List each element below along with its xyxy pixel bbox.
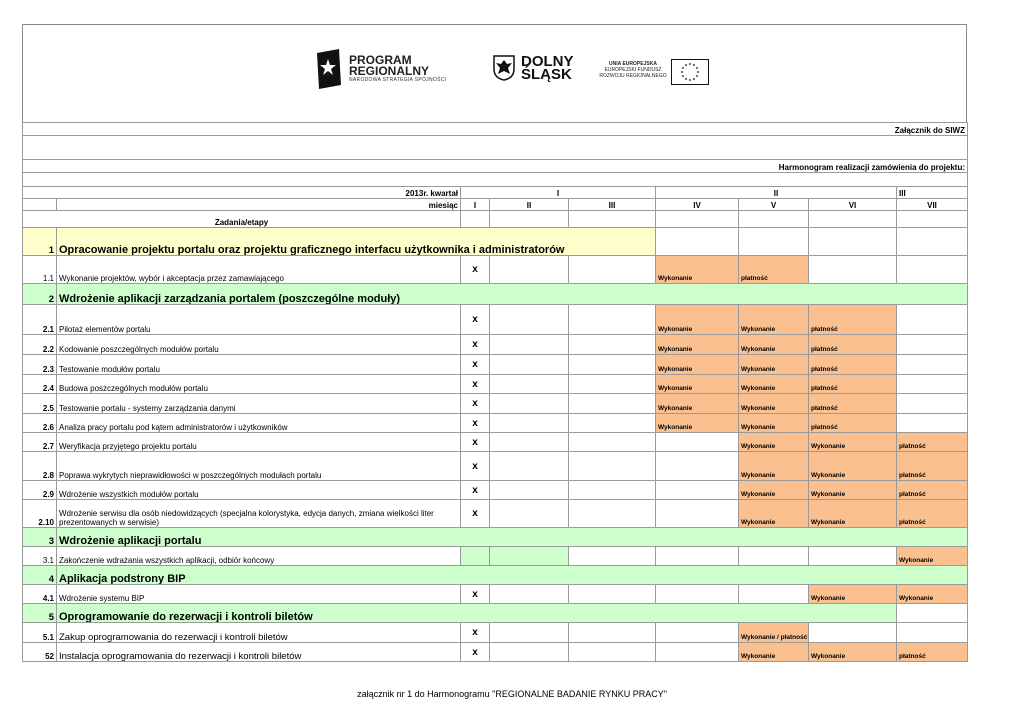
schedule-status-cell: Wykonanie [809, 433, 897, 452]
task-label: Wykonanie projektów, wybór i akceptacja przez zamawiającego [57, 256, 461, 284]
section-number: 4 [23, 566, 57, 585]
empty-cell [897, 335, 968, 355]
eu-line3: ROZWOJU REGIONALNEGO [599, 73, 667, 79]
empty-cell [897, 355, 968, 375]
schedule-status-cell: płatność [809, 335, 897, 355]
empty-cell [897, 414, 968, 433]
empty-cell [897, 375, 968, 394]
task-marker: x [461, 355, 490, 375]
task-label: Kodowanie poszczególnych modułów portalu [57, 335, 461, 355]
empty-cell [739, 228, 809, 256]
task-row [23, 643, 968, 662]
task-number: 2.8 [23, 452, 57, 481]
empty-cell [656, 481, 739, 500]
empty-cell [490, 585, 569, 604]
month-header: VI [809, 199, 897, 211]
empty-cell [656, 211, 739, 228]
month-header: III [569, 199, 656, 211]
footer-note: załącznik nr 1 do Harmonogramu "REGIONALNE BADANIE RYNKU PRACY" [357, 689, 667, 699]
empty-cell [897, 256, 968, 284]
empty-cell [569, 623, 656, 643]
schedule-status-cell: płatność [809, 414, 897, 433]
program-line1: PROGRAM [349, 53, 412, 67]
quarter-I: I [461, 187, 656, 199]
section-row [23, 528, 968, 547]
empty-cell [490, 481, 569, 500]
annex-label: Załącznik do SIWZ [23, 123, 968, 136]
empty-cell [569, 585, 656, 604]
empty-cell [490, 643, 569, 662]
quarter-III: III [897, 187, 968, 199]
empty-cell [569, 643, 656, 662]
task-row [23, 414, 968, 433]
empty-cell [490, 305, 569, 335]
empty-cell [897, 604, 968, 623]
task-number: 1.1 [23, 256, 57, 284]
task-label: Testowanie portalu - systemy zarządzania danymi [57, 394, 461, 414]
empty-cell [897, 228, 968, 256]
empty-cell [490, 211, 569, 228]
empty-cell [897, 623, 968, 643]
month-header: II [490, 199, 569, 211]
month-blank [23, 199, 57, 211]
task-label: Analiza pracy portalu pod kątem administratorów i użytkowników [57, 414, 461, 433]
schedule-status-cell: płatność [809, 355, 897, 375]
month-row [23, 199, 968, 211]
month-header: IV [656, 199, 739, 211]
annex-row [23, 123, 968, 136]
task-marker: x [461, 375, 490, 394]
dolny-line1: DOLNY [521, 53, 574, 70]
schedule-status-cell: Wykonanie [739, 355, 809, 375]
task-marker: x [461, 481, 490, 500]
schedule-status-cell: Wykonanie [656, 414, 739, 433]
task-number: 2.1 [23, 305, 57, 335]
task-row [23, 256, 968, 284]
empty-cell [897, 211, 968, 228]
schedule-status-cell: Wykonanie [739, 335, 809, 355]
empty-cell [656, 452, 739, 481]
section-number: 2 [23, 284, 57, 305]
task-label: Weryfikacja przyjętego projektu portalu [57, 433, 461, 452]
empty-cell [656, 228, 739, 256]
empty-cell [739, 585, 809, 604]
quarter-row [23, 187, 968, 199]
empty-cell [569, 335, 656, 355]
schedule-status-cell: płatność [897, 481, 968, 500]
quarter-II: II [656, 187, 897, 199]
empty-cell [569, 211, 656, 228]
empty-cell [569, 547, 656, 566]
schedule-status-cell: płatność [897, 643, 968, 662]
schedule-status-cell: płatność [897, 433, 968, 452]
schedule-status-cell: Wykonanie [809, 585, 897, 604]
schedule-status-cell: Wykonanie [656, 394, 739, 414]
task-row [23, 335, 968, 355]
task-label: Zakup oprogramowania do rezerwacji i kontroli biletów [57, 623, 461, 643]
schedule-status-cell: płatność [809, 305, 897, 335]
task-number: 2.9 [23, 481, 57, 500]
schedule-status-cell: Wykonanie [739, 414, 809, 433]
program-line3: NARODOWA STRATEGIA SPÓJNOŚCI [349, 77, 447, 83]
task-number: 52 [23, 643, 57, 662]
task-marker: x [461, 452, 490, 481]
empty-cell [656, 623, 739, 643]
task-row [23, 394, 968, 414]
schedule-status-cell: Wykonanie [809, 481, 897, 500]
schedule-subtitle: Harmonogram realizacji zamówienia do projektu: [23, 160, 968, 173]
task-label: Budowa poszczególnych modułów portalu [57, 375, 461, 394]
section-number: 5 [23, 604, 57, 623]
eu-line2: EUROPEJSKI FUNDUSZ [604, 67, 662, 73]
month-header: I [461, 199, 490, 211]
empty-cell [490, 500, 569, 528]
section-row [23, 566, 968, 585]
month-axis-label: miesiąc [57, 199, 461, 211]
section-title: Wdrożenie aplikacji portalu [57, 528, 968, 547]
schedule-status-cell: Wykonanie / płatność [739, 623, 809, 643]
empty-cell [490, 414, 569, 433]
schedule-status-cell: Wykonanie [656, 335, 739, 355]
empty-cell [569, 256, 656, 284]
task-label: Pilotaż elementów portalu [57, 305, 461, 335]
task-number: 2.2 [23, 335, 57, 355]
star-flag-icon [315, 49, 343, 89]
schedule-status-cell: Wykonanie [809, 643, 897, 662]
schedule-status-cell: płatność [897, 500, 968, 528]
task-marker: x [461, 500, 490, 528]
empty-cell [569, 394, 656, 414]
empty-cell [569, 414, 656, 433]
empty-cell [490, 355, 569, 375]
subtitle-row [23, 160, 968, 173]
task-label: Wdrożenie wszystkich modułów portalu [57, 481, 461, 500]
empty-cell [656, 547, 739, 566]
empty-cell [490, 433, 569, 452]
document-frame [22, 24, 967, 662]
empty-cell [897, 305, 968, 335]
task-row [23, 585, 968, 604]
empty-cell [569, 305, 656, 335]
schedule-status-cell: Wykonanie [739, 375, 809, 394]
schedule-status-cell: Wykonanie [656, 375, 739, 394]
spacer-cell [23, 173, 968, 187]
section-title: Opracowanie projektu portalu oraz projektu graficznego interfacu użytkownika i administratorów [57, 228, 656, 256]
schedule-status-cell: Wykonanie [656, 305, 739, 335]
empty-cell [569, 375, 656, 394]
empty-cell [809, 211, 897, 228]
empty-cell [897, 394, 968, 414]
task-number: 2.10 [23, 500, 57, 528]
task-row [23, 375, 968, 394]
task-number: 2.3 [23, 355, 57, 375]
schedule-status-cell: Wykonanie [739, 452, 809, 481]
section-row [23, 604, 968, 623]
task-number: 2.6 [23, 414, 57, 433]
task-row [23, 481, 968, 500]
schedule-status-cell: płatność [809, 394, 897, 414]
empty-cell [490, 256, 569, 284]
task-row [23, 433, 968, 452]
schedule-status-cell: płatność [809, 375, 897, 394]
schedule-table [22, 122, 968, 662]
task-marker: x [461, 256, 490, 284]
schedule-status-cell: Wykonanie [656, 355, 739, 375]
task-label: Testowanie modułów portalu [57, 355, 461, 375]
schedule-status-cell: Wykonanie [809, 500, 897, 528]
empty-cell [490, 335, 569, 355]
section-title: Oprogramowanie do rezerwacji i kontroli biletów [57, 604, 897, 623]
empty-cell [656, 585, 739, 604]
empty-cell [809, 256, 897, 284]
schedule-status-cell: Wykonanie [739, 481, 809, 500]
task-number: 3.1 [23, 547, 57, 566]
schedule-status-cell: Wykonanie [897, 547, 968, 566]
empty-cell [490, 452, 569, 481]
empty-cell [569, 481, 656, 500]
empty-cell [656, 433, 739, 452]
task-label: Zakończenie wdrażania wszystkich aplikacji, odbiór końcowy [57, 547, 461, 566]
task-row [23, 500, 968, 528]
task-marker: x [461, 394, 490, 414]
empty-cell [569, 433, 656, 452]
spacer-cell [23, 136, 968, 160]
task-label: Poprawa wykrytych nieprawidłowości w poszczególnych modułach portalu [57, 452, 461, 481]
section-number: 1 [23, 228, 57, 256]
task-row [23, 305, 968, 335]
schedule-status-cell: płatność [739, 256, 809, 284]
empty-cell [809, 547, 897, 566]
spacer-row [23, 173, 968, 187]
empty-cell [490, 623, 569, 643]
empty-cell [569, 500, 656, 528]
empty-cell [461, 211, 490, 228]
empty-cell [739, 547, 809, 566]
task-row [23, 355, 968, 375]
schedule-status-cell: Wykonanie [739, 500, 809, 528]
empty-cell [656, 643, 739, 662]
program-line2: REGIONALNY [349, 64, 430, 78]
task-marker: x [461, 623, 490, 643]
task-label: Instalacja oprogramowania do rezerwacji i kontroli biletów [57, 643, 461, 662]
section-row [23, 228, 968, 256]
schedule-status-cell: Wykonanie [897, 585, 968, 604]
task-label: Wdrożenie systemu BIP [57, 585, 461, 604]
logo-banner [22, 24, 967, 122]
task-row [23, 547, 968, 566]
schedule-status-cell: Wykonanie [739, 643, 809, 662]
spacer-row [23, 136, 968, 160]
schedule-status-cell: Wykonanie [809, 452, 897, 481]
month-header: VII [897, 199, 968, 211]
empty-cell [490, 394, 569, 414]
task-number: 2.5 [23, 394, 57, 414]
empty-cell [739, 211, 809, 228]
schedule-status-cell: płatność [897, 452, 968, 481]
task-marker: x [461, 643, 490, 662]
section-title: Aplikacja podstrony BIP [57, 566, 968, 585]
task-marker: x [461, 433, 490, 452]
eu-line1: UNIA EUROPEJSKA [609, 61, 657, 67]
empty-cell [809, 623, 897, 643]
task-marker: x [461, 414, 490, 433]
task-marker [461, 547, 490, 566]
task-number: 4.1 [23, 585, 57, 604]
tasks-label-row [23, 211, 968, 228]
section-title: Wdrożenie aplikacji zarządzania portalem (poszczególne moduły) [57, 284, 968, 305]
schedule-status-cell: Wykonanie [739, 394, 809, 414]
empty-cell [809, 228, 897, 256]
dolny-line2: ŚLĄSK [521, 66, 572, 83]
schedule-status-cell: Wykonanie [739, 305, 809, 335]
task-number: 5.1 [23, 623, 57, 643]
section-number: 3 [23, 528, 57, 547]
task-label: Wdrożenie serwisu dla osób niedowidzących (specjalna kolorystyka, edycja danych, zmiana wielkości liter prezentowanych w serwisie) [57, 500, 461, 528]
task-marker: x [461, 305, 490, 335]
empty-cell [490, 547, 569, 566]
eu-flag-icon [671, 59, 709, 85]
empty-cell [656, 500, 739, 528]
empty-cell [569, 452, 656, 481]
task-marker: x [461, 585, 490, 604]
tasks-column-header: Zadania/etapy [23, 211, 461, 228]
task-row [23, 452, 968, 481]
task-marker: x [461, 335, 490, 355]
task-row [23, 623, 968, 643]
eagle-shield-icon [493, 55, 515, 81]
task-number: 2.4 [23, 375, 57, 394]
empty-cell [569, 355, 656, 375]
month-header: V [739, 199, 809, 211]
empty-cell [490, 375, 569, 394]
task-number: 2.7 [23, 433, 57, 452]
schedule-status-cell: Wykonanie [656, 256, 739, 284]
quarter-axis-label: 2013r. kwartał [23, 187, 461, 199]
schedule-status-cell: Wykonanie [739, 433, 809, 452]
section-row [23, 284, 968, 305]
